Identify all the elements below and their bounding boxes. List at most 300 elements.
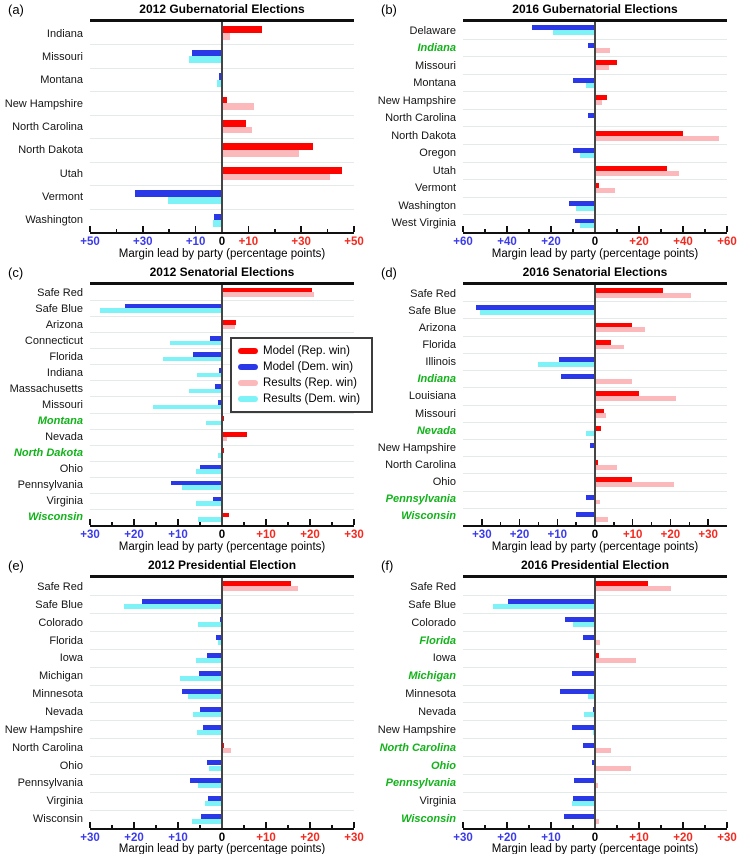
state-label-north-carolina: North Carolina [12,120,83,133]
tick-label: +60 [717,236,737,248]
x-axis-label: Margin lead by party (percentage points) [491,248,699,260]
axis-tick [287,825,289,829]
state-label-safe-blue: Safe Blue [408,304,456,317]
state-label-florida: Florida [49,351,83,363]
state-label-arizona: Arizona [418,321,456,334]
bar-result-washington [576,206,595,211]
state-label-indiana: Indiana [417,373,456,386]
state-label-minnesota: Minnesota [32,688,83,701]
state-label-indiana: Indiana [46,27,83,40]
bar-result-safe-red [222,586,298,591]
panel-d [373,260,747,555]
state-label-pennsylvania: Pennsylvania [385,493,456,506]
bar-result-west-virginia [580,223,595,228]
tick-label: +20 [509,529,530,541]
state-label-montana: Montana [37,415,83,427]
axis-tick [199,825,201,829]
zero-axis-line [594,285,596,525]
axis-tick [651,522,653,526]
state-label-safe-red: Safe Red [37,580,83,593]
bar-result-montana [206,421,222,426]
legend-swatch-result_rep [238,380,258,386]
bar-model-new-hampshire [222,97,227,104]
axis-tick [243,825,245,829]
tick-label: +10 [256,529,276,541]
bar-result-missouri [595,65,609,70]
zero-axis-line [221,578,223,828]
state-label-safe-blue: Safe Blue [408,598,456,611]
state-label-missouri: Missouri [415,59,456,72]
tick-label: +30 [698,529,718,541]
tick-label: +10 [629,832,649,844]
bar-result-utah [595,171,679,176]
axis-tick [682,226,684,232]
state-label-nevada: Nevada [416,424,456,437]
state-label-florida: Florida [422,338,456,351]
bar-result-safe-red [595,293,691,298]
legend-swatch-result_dem [238,396,258,402]
state-labels-column [0,285,86,525]
state-label-safe-red: Safe Red [410,287,456,300]
axis-tick [632,519,634,525]
tick-label: +60 [453,236,473,248]
bar-model-indiana [561,374,595,379]
bar-model-indiana [222,26,262,33]
bar-result-wisconsin [192,819,222,824]
bar-result-missouri [595,413,606,418]
legend-label: Model (Dem. win) [263,361,354,373]
legend-item-results-dem-win- [238,391,365,407]
bar-model-utah [222,167,342,174]
plot-area [463,575,727,830]
axis-tick [726,226,728,232]
panel-b [373,0,747,260]
bar-result-utah [222,174,330,181]
bar-result-north-dakota [222,150,299,157]
bar-result-nevada [222,437,227,442]
state-label-vermont: Vermont [415,182,456,195]
axis-tick [155,825,157,829]
state-label-washington: Washington [398,199,456,212]
legend-item-results-rep-win- [238,375,365,391]
state-label-safe-blue: Safe Blue [35,598,83,611]
bar-result-oregon [580,153,595,158]
axis-tick [111,522,113,526]
state-label-new-hampshire: New Hampshire [377,94,456,107]
tick-label: +10 [256,832,276,844]
axis-tick [116,229,118,233]
tick-label: +10 [541,832,561,844]
panel-title: 2012 Senatorial Elections [149,265,295,279]
axis-tick [248,226,250,232]
axis-tick [616,825,618,829]
axis-tick [660,825,662,829]
state-label-nevada: Nevada [45,705,83,718]
bar-result-north-carolina [595,748,611,753]
state-label-florida: Florida [49,634,83,647]
state-label-vermont: Vermont [42,190,83,203]
bar-result-ohio [595,766,631,771]
tick-label: +30 [291,236,311,248]
axis-tick [462,226,464,232]
state-label-pennsylvania: Pennsylvania [385,777,456,790]
bar-result-florida [595,345,624,350]
state-label-north-carolina: North Carolina [379,741,456,754]
state-label-minnesota: Minnesota [405,688,456,701]
plot-area [463,19,727,234]
tick-label: +30 [133,236,153,248]
axis-tick [638,226,640,232]
axis-tick [519,519,521,525]
state-label-ohio: Ohio [59,463,83,475]
tick-label: +30 [80,832,100,844]
axis-tick [133,822,135,828]
state-label-safe-blue: Safe Blue [35,303,83,315]
state-label-michigan: Michigan [38,670,83,683]
panel-letter: (a) [8,2,24,17]
axis-tick [89,226,91,232]
state-label-arizona: Arizona [45,319,83,331]
axis-tick [707,519,709,525]
state-label-wisconsin: Wisconsin [401,510,456,523]
state-label-wisconsin: Wisconsin [28,511,83,523]
axis-tick [462,822,464,828]
tick-label: +10 [168,832,188,844]
axis-tick [689,522,691,526]
tick-label: 0 [218,832,226,844]
bar-model-nevada [595,426,601,431]
state-label-delaware: Delaware [409,24,456,37]
tick-label: +10 [547,529,568,541]
axis-tick [575,522,577,526]
tick-label: 0 [591,529,599,541]
panel-title: 2016 Gubernatorial Elections [512,2,678,16]
bar-result-safe-red [222,292,314,297]
axis-tick [704,229,706,233]
panel-title: 2012 Presidential Election [147,558,297,572]
axis-tick [572,825,574,829]
state-label-north-dakota: North Dakota [391,129,456,142]
bar-result-virginia [196,501,222,506]
legend-swatch-model_rep [238,348,258,354]
axis-tick [265,519,267,525]
panel-c [0,260,373,555]
state-label-safe-red: Safe Red [410,580,456,593]
bar-result-minnesota [188,694,222,699]
x-axis-label: Margin lead by party (percentage points) [491,843,699,854]
axis-tick [500,522,502,526]
bar-model-michigan [572,671,595,676]
bar-result-ohio [209,766,222,771]
axis-tick [726,822,728,828]
axis-tick [353,519,355,525]
axis-tick [89,822,91,828]
axis-tick [484,229,486,233]
state-label-north-carolina: North Carolina [385,458,456,471]
tick-label: +30 [472,529,492,541]
bar-result-north-carolina [222,748,231,753]
state-labels-column [373,285,459,525]
tick-label: +10 [622,529,643,541]
bar-result-missouri [189,56,222,63]
tick-label: +10 [238,236,259,248]
state-label-wisconsin: Wisconsin [401,813,456,826]
bar-result-virginia [572,801,595,806]
tick-label: +20 [300,529,320,541]
tick-label: +30 [717,832,737,844]
tick-label: +30 [80,529,100,541]
tick-label: +20 [124,529,144,541]
axis-tick [111,825,113,829]
state-label-nevada: Nevada [45,431,83,443]
axis-tick [89,519,91,525]
legend-item-model-dem-win- [238,359,365,375]
tick-label: +20 [673,832,693,844]
state-labels-column [373,22,459,232]
state-label-pennsylvania: Pennsylvania [17,479,83,491]
bar-model-north-dakota [222,143,313,150]
bar-result-delaware [553,30,595,35]
tick-label: 0 [591,832,599,844]
bar-result-safe-red [595,586,671,591]
panel-title: 2012 Gubernatorial Elections [139,2,305,16]
axis-tick [309,822,311,828]
state-label-ohio: Ohio [432,476,456,489]
bar-result-wisconsin [198,517,222,522]
state-label-north-carolina: North Carolina [385,112,456,125]
axis-tick [506,226,508,232]
state-label-pennsylvania: Pennsylvania [17,777,83,790]
state-label-massachusetts: Massachusetts [9,383,83,395]
axis-tick [353,226,355,232]
legend [230,337,373,413]
tick-label: +30 [344,529,364,541]
state-label-virginia: Virginia [46,795,83,808]
bar-result-illinois [538,362,595,367]
tick-label: +30 [453,832,473,844]
state-label-colorado: Colorado [411,616,456,629]
state-label-new-hampshire: New Hampshire [377,441,456,454]
state-label-utah: Utah [59,167,83,180]
axis-tick [572,229,574,233]
axis-tick [550,226,552,232]
bar-result-pennsylvania [595,500,600,505]
bar-result-ohio [595,482,674,487]
bar-model-north-carolina [583,743,595,748]
bar-result-pennsylvania [182,485,222,490]
axis-tick [660,229,662,233]
panel-title: 2016 Presidential Election [520,558,670,572]
axis-tick [331,522,333,526]
axis-tick [331,825,333,829]
bar-model-new-hampshire [572,725,595,730]
bar-result-new-hampshire [197,730,222,735]
axis-tick [195,226,197,232]
panel-f [373,555,747,854]
x-axis-label: Margin lead by party (percentage points) [491,541,699,553]
axis-tick [300,226,302,232]
bar-result-north-carolina [595,465,617,470]
bar-result-missouri [153,405,222,410]
panel-letter: (c) [8,265,24,280]
bar-result-virginia [205,801,222,806]
axis-tick [274,229,276,233]
state-label-iowa: Iowa [432,652,456,665]
tick-label: +30 [344,832,364,844]
bar-result-louisiana [595,396,676,401]
bar-model-vermont [135,190,222,197]
axis-tick [142,226,144,232]
tick-label: +20 [541,236,561,248]
axis-tick [327,229,329,233]
zero-axis-line [594,578,596,828]
bar-result-new-hampshire [595,100,602,105]
state-label-ohio: Ohio [430,759,456,772]
state-label-indiana: Indiana [46,367,83,379]
tick-label: +20 [497,832,517,844]
state-label-illinois: Illinois [425,356,456,369]
bar-result-colorado [198,622,222,627]
panel-a [0,0,373,260]
state-label-montana: Montana [40,74,83,87]
bar-result-indiana [595,48,610,53]
state-label-florida: Florida [419,634,456,647]
state-label-iowa: Iowa [59,652,83,665]
plot-area [90,575,354,830]
bar-result-vermont [168,197,222,204]
axis-tick [309,519,311,525]
state-label-oregon: Oregon [419,147,456,160]
tick-label: +20 [629,236,649,248]
bar-result-safe-blue [493,604,595,609]
tick-label: +40 [497,236,517,248]
state-labels-column [0,578,86,828]
state-label-new-hampshire: New Hampshire [4,97,83,110]
tick-label: +10 [185,236,206,248]
state-label-missouri: Missouri [42,399,83,411]
axis-tick [133,519,135,525]
bar-result-indiana [595,379,632,384]
bar-result-new-hampshire [222,103,254,110]
plot-area [90,282,361,527]
state-label-north-dakota: North Dakota [13,447,83,459]
zero-axis-line [594,22,596,232]
legend-item-model-rep-win- [238,343,365,359]
axis-tick [682,822,684,828]
bar-result-colorado [573,622,595,627]
state-label-montana: Montana [413,77,456,90]
axis-tick [528,825,530,829]
bar-result-wisconsin [595,517,608,522]
state-label-washington: Washington [25,214,83,227]
state-label-virginia: Virginia [419,795,456,808]
bar-result-connecticut [170,341,222,346]
state-label-north-dakota: North Dakota [18,144,83,157]
axis-tick [506,822,508,828]
bar-result-massachusetts [189,389,222,394]
panel-letter: (f) [381,558,394,573]
bar-model-wisconsin [564,814,595,819]
state-label-safe-red: Safe Red [37,287,83,299]
panel-letter: (e) [8,558,24,573]
tick-label: +10 [168,529,188,541]
tick-label: +20 [300,832,320,844]
bar-result-vermont [595,188,615,193]
bar-result-arizona [222,325,235,330]
state-label-new-hampshire: New Hampshire [4,723,83,736]
axis-tick [538,522,540,526]
axis-tick [670,519,672,525]
axis-tick [528,229,530,233]
bar-result-florida [595,640,600,645]
axis-tick [484,825,486,829]
panel-e [0,555,373,854]
bar-result-nevada [193,712,222,717]
state-label-michigan: Michigan [408,670,456,683]
panel-letter: (b) [381,2,397,17]
plot-area [463,282,727,527]
state-label-north-carolina: North Carolina [12,741,83,754]
legend-swatch-model_dem [238,364,258,370]
bar-result-arizona [595,327,645,332]
bar-model-pennsylvania [574,778,595,783]
axis-tick [638,822,640,828]
state-label-virginia: Virginia [46,495,83,507]
axis-tick [704,825,706,829]
tick-label: +20 [660,529,681,541]
x-axis-label: Margin lead by party (percentage points) [118,843,326,854]
legend-label: Results (Dem. win) [263,393,361,405]
axis-tick [177,822,179,828]
zero-axis-line [221,22,223,232]
state-label-west-virginia: West Virginia [391,217,456,230]
bar-model-north-carolina [222,120,246,127]
bar-model-wisconsin [222,513,229,518]
x-axis-label: Margin lead by party (percentage points) [118,248,326,260]
panel-title: 2016 Senatorial Elections [522,265,668,279]
bar-result-michigan [180,676,222,681]
axis-tick [199,522,201,526]
state-label-ohio: Ohio [59,759,83,772]
zero-axis-line [221,285,223,525]
axis-tick [613,522,615,526]
bar-result-iowa [595,658,636,663]
state-label-new-hampshire: New Hampshire [377,723,456,736]
state-label-wisconsin: Wisconsin [32,813,83,826]
state-label-nevada: Nevada [418,705,456,718]
state-labels-column [0,22,86,232]
axis-tick [287,522,289,526]
axis-tick [155,522,157,526]
axis-tick [550,822,552,828]
bar-result-safe-blue [124,604,222,609]
bar-result-north-dakota [595,136,719,141]
axis-tick [243,522,245,526]
plot-area [90,19,354,234]
tick-label: +50 [80,236,100,248]
tick-label: 0 [218,236,226,248]
axis-tick [168,229,170,233]
state-label-louisiana: Louisiana [408,390,456,403]
panel-letter: (d) [381,265,397,280]
axis-tick [616,229,618,233]
tick-label: +40 [673,236,693,248]
state-label-connecticut: Connecticut [24,335,83,347]
tick-label: +20 [124,832,144,844]
x-axis-label: Margin lead by party (percentage points) [118,541,326,553]
bar-model-florida [583,635,595,640]
bar-result-north-carolina [222,127,252,134]
